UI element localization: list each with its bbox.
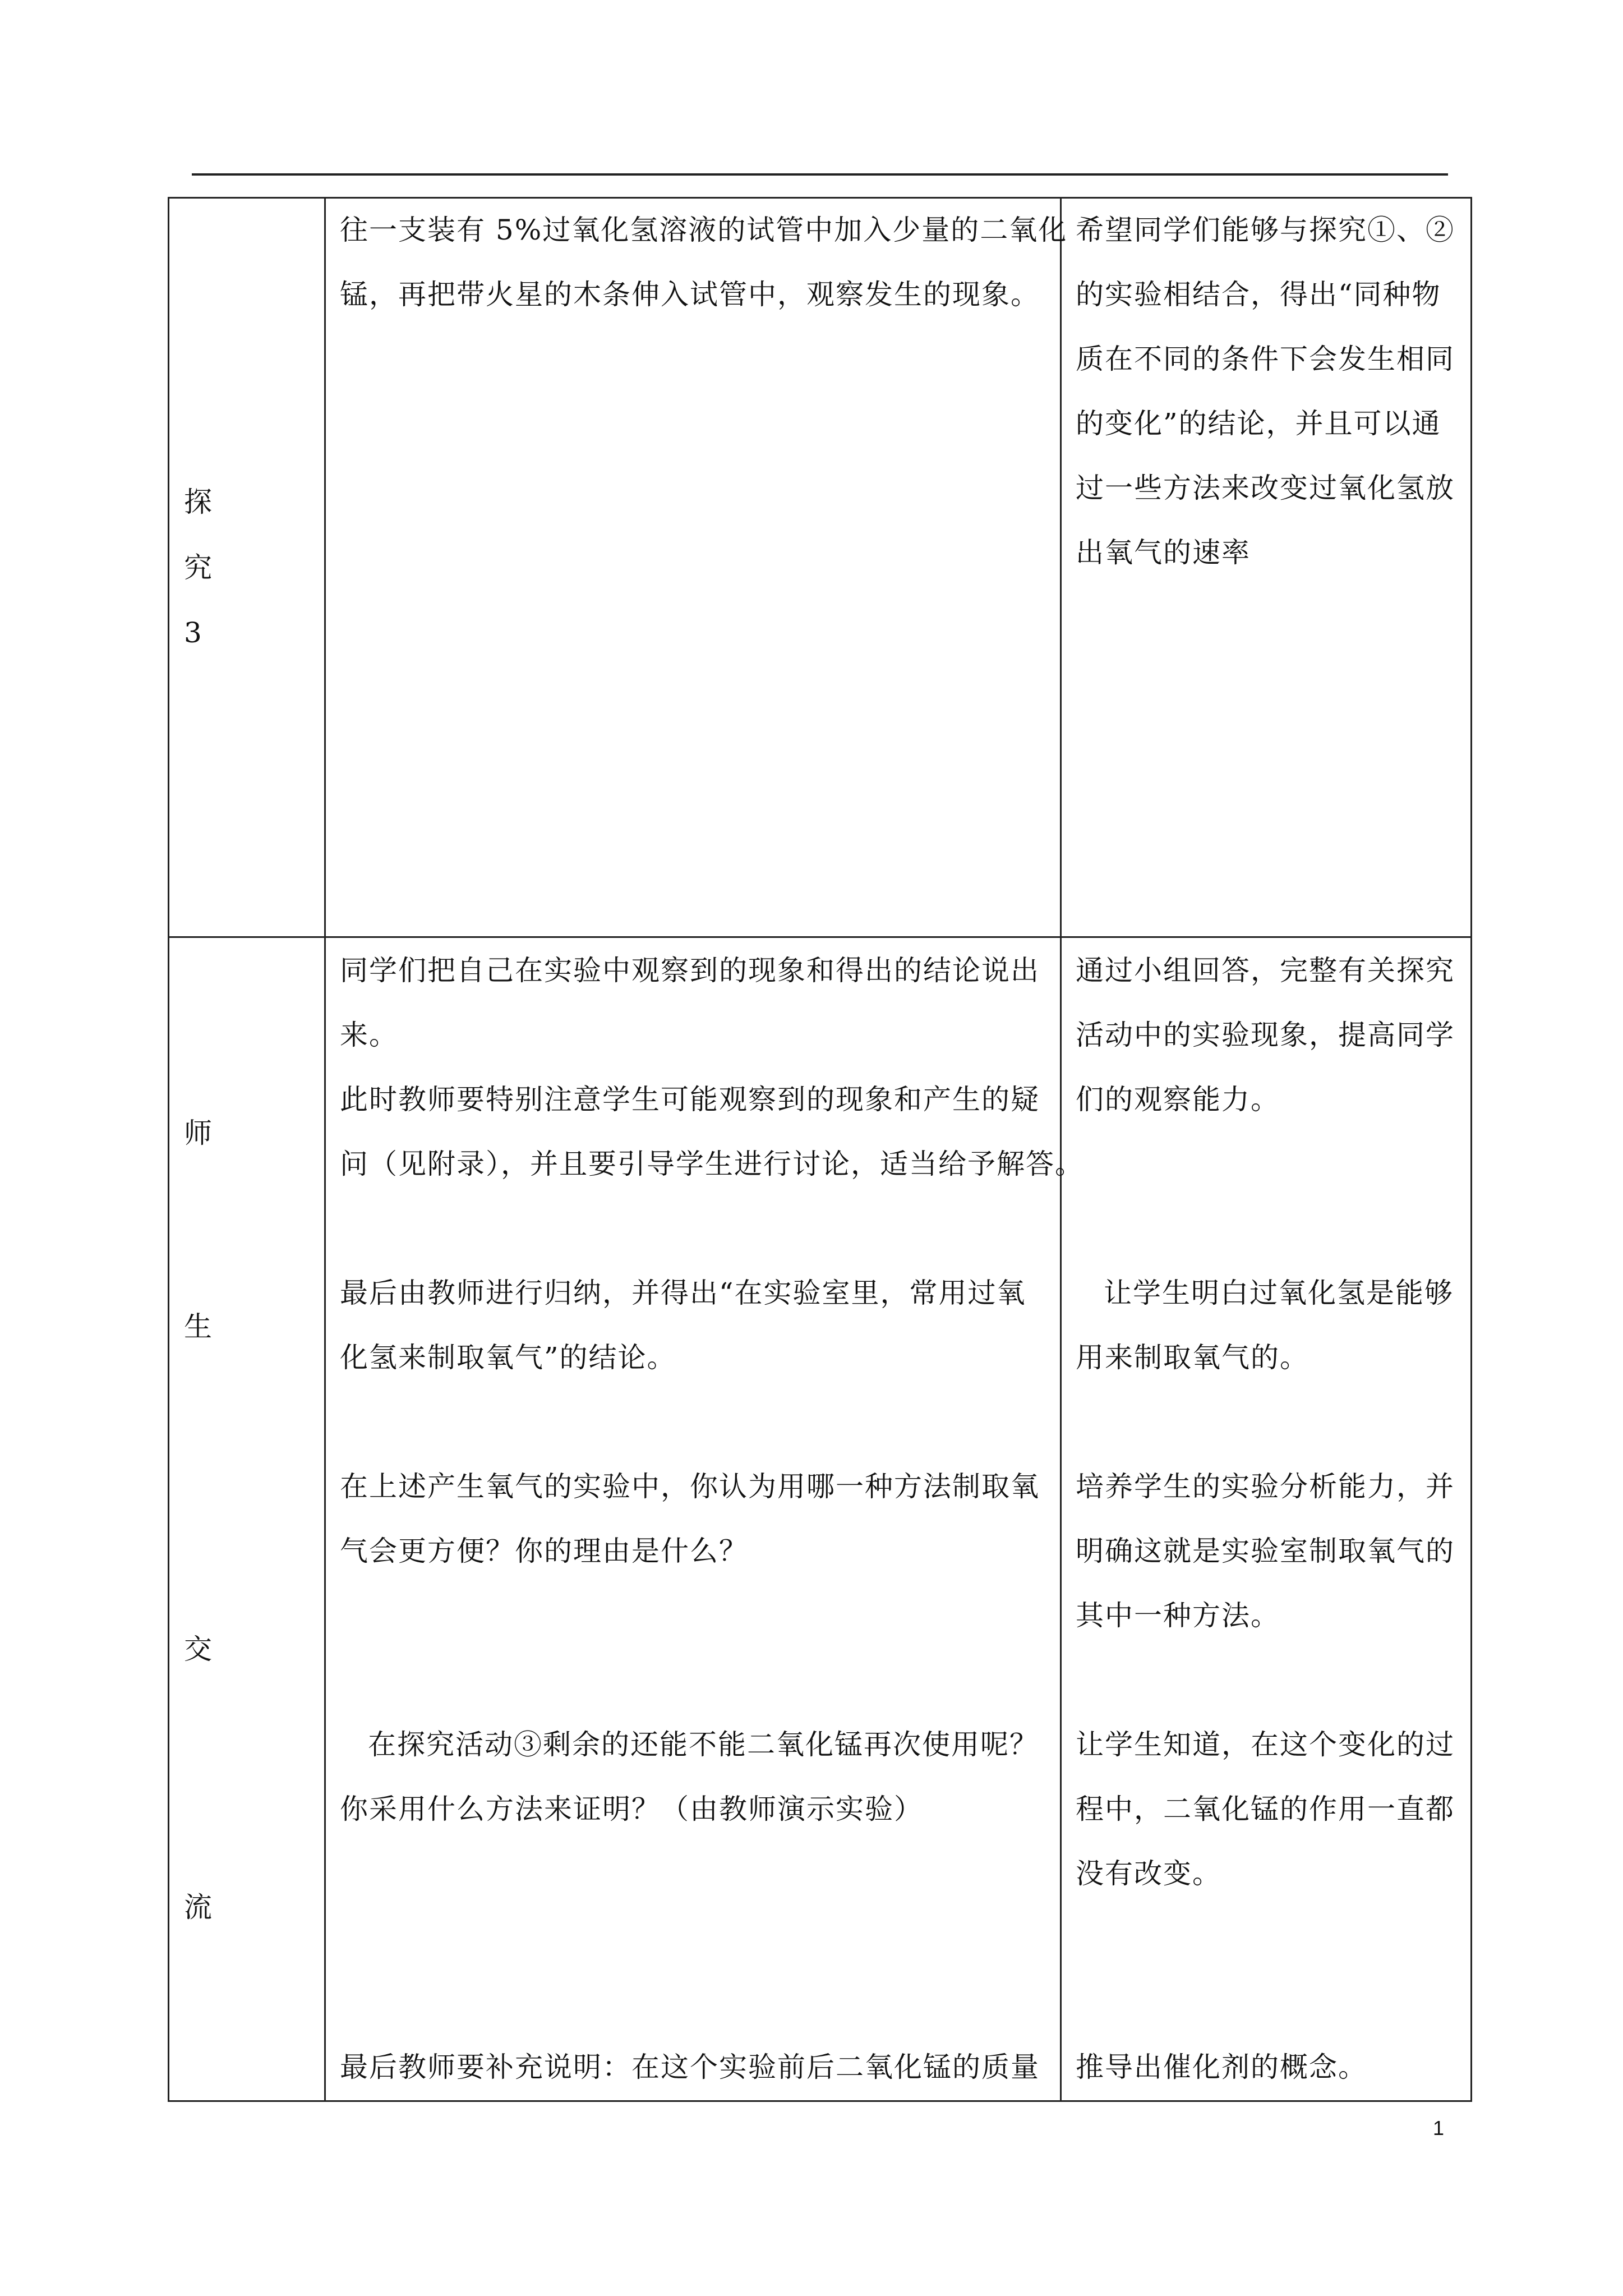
row1-right-line: 希望同学们能够与探究①、② [1076,214,1455,246]
row2-middle-line: 你采用什么方法来证明？（由教师演示实验） [340,1793,923,1825]
row2-label-char-1: 师 [184,1117,212,1149]
row2-right-line: 让学生知道，在这个变化的过 [1076,1728,1455,1761]
row2-right-line: 推导出催化剂的概念。 [1076,2051,1367,2083]
row1-label-char-3: 3 [184,616,202,649]
row1-right-line: 质在不同的条件下会发生相同 [1076,343,1455,375]
row2-right-line: 通过小组回答，完整有关探究 [1076,954,1455,987]
row2-middle-line: 最后由教师进行归纳，并得出“在实验室里，常用过氧 [340,1277,1026,1309]
row2-label-char-3: 交 [184,1633,212,1665]
row2-right-line: 用来制取氧气的。 [1076,1341,1309,1374]
row2-middle-line: 此时教师要特别注意学生可能观察到的现象和产生的疑 [340,1083,1040,1116]
row2-right-line: 没有改变。 [1076,1857,1221,1890]
row1-middle-line: 往一支装有 5%过氧化氢溶液的试管中加入少量的二氧化 [340,214,1068,246]
row2-middle-line: 来。 [340,1019,398,1051]
row1-middle-line: 锰，再把带火星的木条伸入试管中，观察发生的现象。 [340,278,1040,311]
row2-middle-line: 气会更方便？你的理由是什么？ [340,1535,748,1567]
row2-middle-line: 在上述产生氧气的实验中，你认为用哪一种方法制取氧 [340,1470,1040,1503]
row2-right-line: 明确这就是实验室制取氧气的 [1076,1535,1455,1567]
header-rule [192,173,1448,176]
row2-label-char-2: 生 [184,1310,212,1343]
row2-middle-line: 化氢来制取氧气”的结论。 [340,1341,676,1374]
row2-right-line: 其中一种方法。 [1076,1599,1280,1632]
row1-label-char-2: 究 [184,551,212,584]
row2-right-line: 们的观察能力。 [1076,1083,1280,1116]
row1-right-line: 出氧气的速率 [1076,536,1251,569]
row1-label-char-1: 探 [184,486,212,518]
row2-middle-line: 同学们把自己在实验中观察到的现象和得出的结论说出 [340,954,1040,987]
row2-label-char-4: 流 [184,1891,212,1924]
row2-middle-line: 在探究活动③剩余的还能不能二氧化锰再次使用呢？ [368,1728,1039,1761]
row2-right-line: 程中，二氧化锰的作用一直都 [1076,1793,1455,1825]
row2-right-line: 让学生明白过氧化氢是能够 [1104,1277,1454,1309]
row1-right-line: 的变化”的结论，并且可以通 [1076,407,1441,440]
row2-middle-line: 最后教师要补充说明：在这个实验前后二氧化锰的质量 [340,2051,1040,2083]
row2-right-line: 活动中的实验现象，提高同学 [1076,1019,1455,1051]
column-divider-1 [324,199,326,2100]
row2-right-line: 培养学生的实验分析能力，并 [1076,1470,1455,1503]
row1-right-line: 过一些方法来改变过氧化氢放 [1076,472,1455,504]
page-number: 1 [1433,2116,1445,2139]
row2-middle-line: 问（见附录），并且要引导学生进行讨论，适当给予解答。 [340,1148,1084,1180]
row-divider [169,936,1470,938]
row1-right-line: 的实验相结合，得出“同种物 [1076,278,1441,311]
